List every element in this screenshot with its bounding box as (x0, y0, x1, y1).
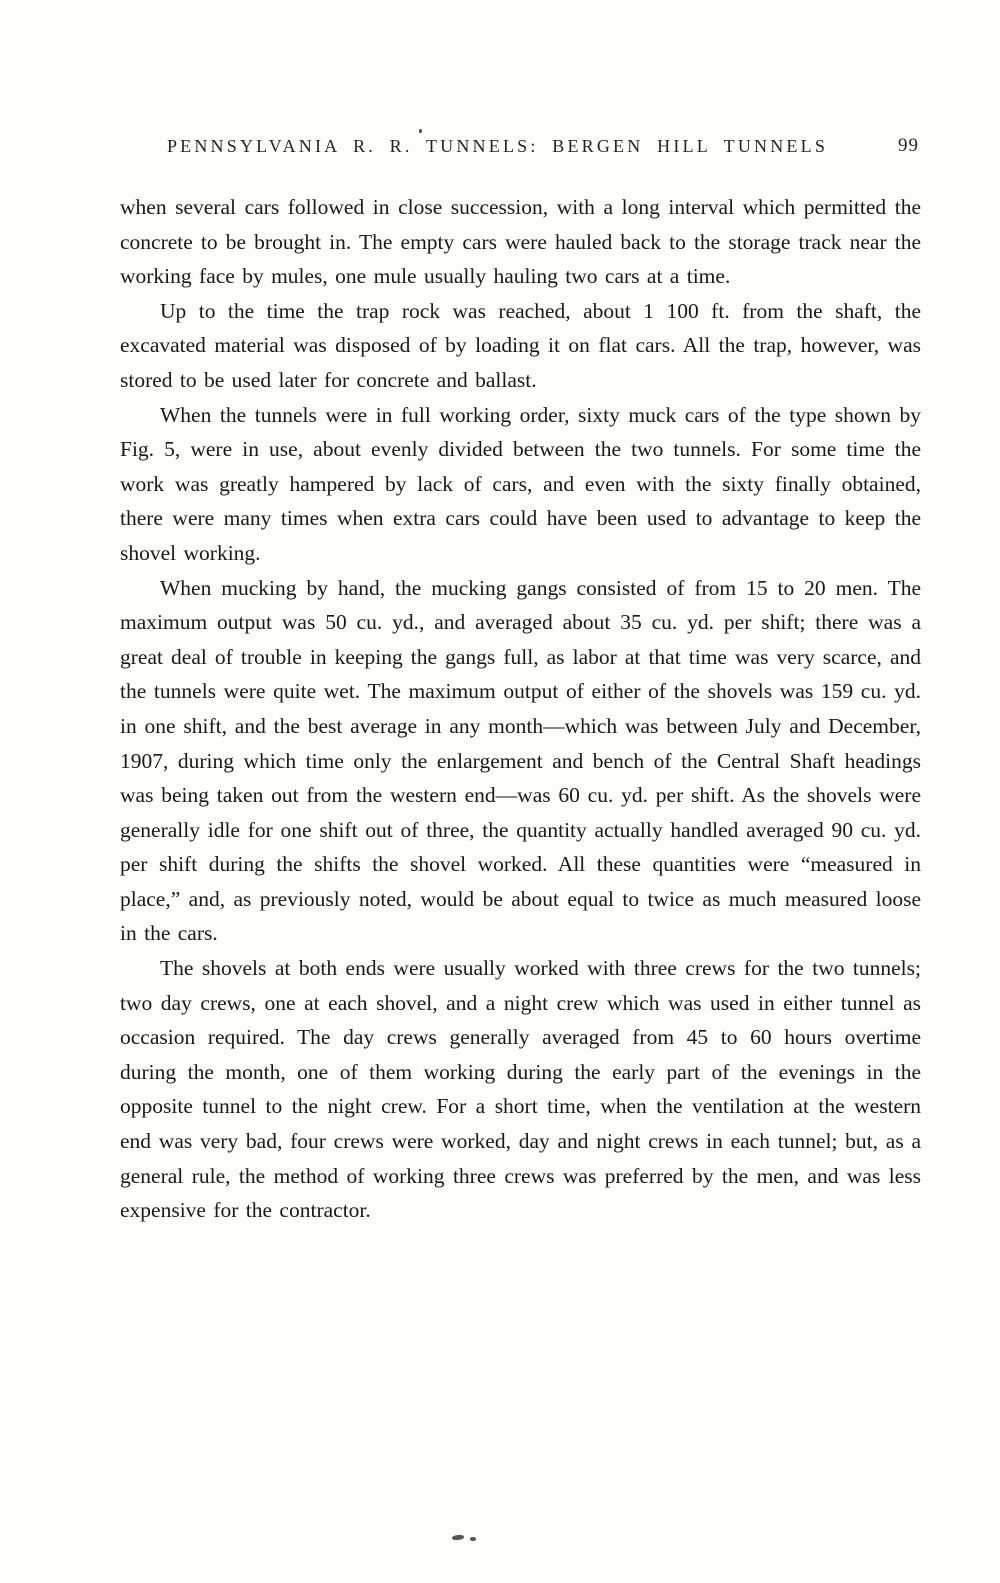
running-title: PENNSYLVANIA R. R. TUNNELS: BERGEN HILL TUNNELS (166, 136, 829, 156)
page-number: 99 (898, 135, 919, 156)
paragraph: Up to the time the trap rock was reached, about 1 100 ft. from the shaft, the excavated material was disposed of by loading it on flat cars. All the trap, however, was stored to be used later for concrete and ballast. (120, 298, 921, 392)
ink-speck (419, 129, 422, 133)
paragraph: When mucking by hand, the mucking gangs consisted of from 15 to 20 men. The maximum output was 50 cu. yd., and averaged about 35 cu. yd. per shift; there was a great deal of trouble in keeping the gangs full, as labor at that time was very scarce, and the tunnels were quite wet. The maximum output of either of the shovels was 159 cu. yd. in one shift, and the best average in any month—which was between July and December, 1907, during which time only the enlargement and bench of the Central Shaft headings was being taken out from the western end—was 60 cu. yd. per shift. As the shovels were generally idle for one shift out of three, the quantity actually handled averaged 90 cu. yd. per shift during the shifts the shovel worked. All these quantities were “measured in place,” and, as previously noted, would be about equal to twice as much measured loose in the cars. (120, 575, 921, 946)
paragraph: When the tunnels were in full working order, sixty muck cars of the type shown by Fig. 5, were in use, about evenly divided between the two tunnels. For some time the work was greatly hampered by lack of cars, and even with the sixty finally obtained, there were many times when extra cars could have been used to advantage to keep the shovel working. (120, 402, 921, 565)
ink-speck (470, 1537, 476, 1541)
text-column (120, 136, 921, 1228)
paragraph-continuation: when several cars followed in close succession, with a long interval which permitted the concrete to be brought in. The empty cars were hauled back to the storage track near the working face by mules, one mule usually hauling two cars at a time. (120, 195, 921, 289)
page-body (120, 190, 921, 1228)
paragraph: The shovels at both ends were usually worked with three crews for the two tunnels; two day crews, one at each shovel, and a night crew which was used in either tunnel as occasion required. The day crews generally averaged from 45 to 60 hours overtime during the month, one of them working during the early part of the evenings in the opposite tunnel to the night crew. For a short time, when the ventilation at the western end was very bad, four crews were worked, day and night crews in each tunnel; but, as a general rule, the method of working three crews was preferred by the men, and was less expensive for the contractor. (120, 956, 921, 1223)
ink-speck (452, 1534, 464, 1540)
running-header (120, 136, 921, 164)
